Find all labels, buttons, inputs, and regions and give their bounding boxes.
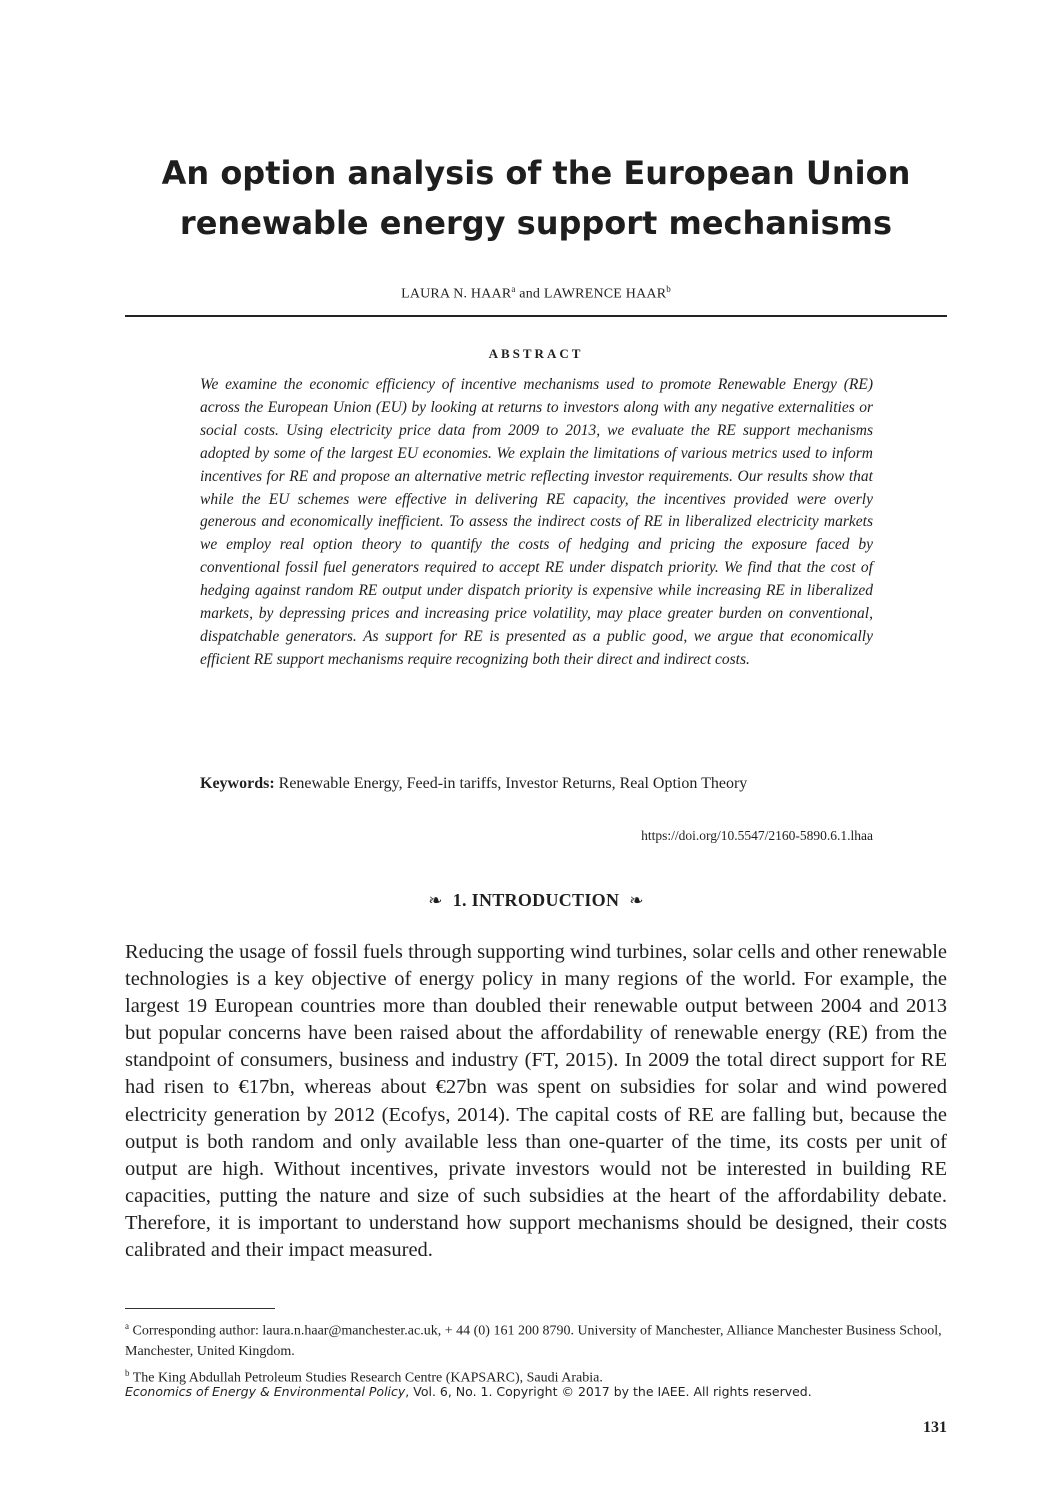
journal-info <box>125 1384 812 1399</box>
keywords <box>200 772 850 795</box>
author-line <box>125 284 947 303</box>
introduction-paragraph: Reducing the usage of fossil fuels through supporting wind turbines, solar cells and other renewable technologies is a key objective of energy policy in many regions of the world. For example, the largest 19 European countries more than doubled their renewable output between 2004 and 2013 but popular concerns have been raised about the affordability of renewable energy (RE) from the standpoint of consumers, business and industry (FT, 2015). In 2009 the total direct support for RE had risen to €17bn, whereas about €27bn was spent on subsidies for solar and wind powered electricity generation by 2012 (Ecofys, 2014). The capital costs of RE are falling but, because the output is both random and only available less than one-quarter of the time, its costs per unit of output are high. Without incentives, private investors would not be interested in building RE capacities, putting the nature and size of such subsidies at the heart of the affordability debate. Therefore, it is important to understand how support mechanisms should be designed, their costs calibrated and their impact measured. <box>125 941 947 1262</box>
journal-name: Economics of Energy & Environmental Policy <box>125 1384 406 1399</box>
footnote-b-mark: b <box>125 1367 130 1378</box>
abstract-heading: ABSTRACT <box>488 346 584 361</box>
paper-title <box>125 148 947 248</box>
footnote-a-mark: a <box>125 1321 129 1331</box>
ornament-right-icon: ❧ <box>629 891 644 910</box>
author-connector: and <box>515 286 544 302</box>
author-1: LAURA N. HAAR <box>401 286 512 302</box>
header-rule <box>125 315 947 317</box>
footnotes <box>125 1316 947 1389</box>
section-title: 1. INTRODUCTION <box>452 890 620 910</box>
page-number: 131 <box>923 1419 947 1436</box>
title-line-2: renewable energy support mechanisms <box>179 204 893 242</box>
author-1-mark: a <box>511 284 516 294</box>
footnote-b-text: The King Abdullah Petroleum Studies Research Centre (KAPSARC), Saudi Arabia. <box>129 1370 603 1386</box>
footnote-a <box>125 1316 947 1363</box>
keywords-text: Renewable Energy, Feed-in tariffs, Investor Returns, Real Option Theory <box>274 775 748 792</box>
ornament-left-icon: ❧ <box>428 891 443 910</box>
section-heading <box>125 890 947 911</box>
doi-link[interactable]: https://doi.org/10.5547/2160-5890.6.1.lhaa <box>641 828 873 843</box>
abstract-text: We examine the economic efficiency of incentive mechanisms used to promote Renewable Energy (RE) across the European Union (EU) by looking at returns to investors along with any negative externalities or social costs. Using electricity price data from 2009 to 2013, we evaluate the RE support mechanisms adopted by some of the largest EU economies. We explain the limitations of various metrics used to inform incentives for RE and propose an alternative metric reflecting investor requirements. Our results show that while the EU schemes were effective in delivering RE capacity, the incentives provided were overly generous and economically inefficient. To assess the indirect costs of RE in liberalized electricity markets we employ real option theory to quantify the costs of hedging and pricing the exposure faced by conventional fossil fuel generators required to accept RE under dispatch priority. We find that the cost of hedging against random RE output under dispatch priority is expensive while increasing RE in liberalized markets, by depressing prices and increasing price volatility, may place greater burden on conventional, dispatchable generators. As support for RE is presented as a public good, we argue that economically efficient RE support mechanisms require recognizing both their direct and indirect costs. <box>200 376 873 668</box>
journal-details: , Vol. 6, No. 1. Copyright © 2017 by the IAEE. All rights reserved. <box>405 1384 812 1399</box>
author-2: LAWRENCE HAAR <box>543 286 667 302</box>
footnote-rule <box>125 1308 275 1309</box>
keywords-label: Keywords: <box>200 775 275 792</box>
title-line-1: An option analysis of the European Union <box>161 154 911 192</box>
author-2-mark: b <box>666 284 671 294</box>
footnote-a-text: Corresponding author: laura.n.haar@manchester.ac.uk, + 44 (0) 161 200 8790. University of Manchester, Alliance Manchester Business School, Manchester, United Kingdom. <box>125 1323 942 1360</box>
